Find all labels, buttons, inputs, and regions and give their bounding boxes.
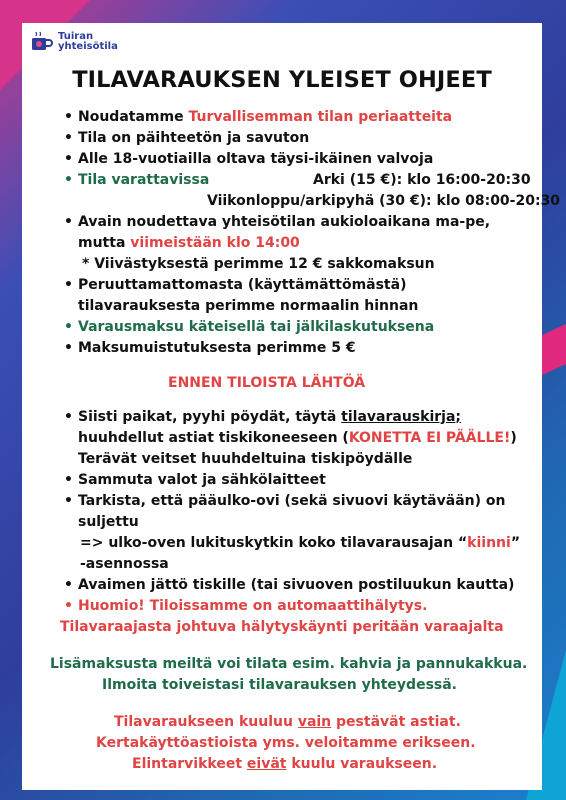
departure-doors-cont: suljettu xyxy=(78,514,139,530)
footer-emphasis: vain xyxy=(297,714,332,730)
departure-doors: • Tarkista, että pääulko-ovi (sekä sivuovi käytävään) on xyxy=(78,492,505,510)
mug-logo-icon xyxy=(30,31,54,53)
footer-text: pestävät astiat. xyxy=(331,714,461,730)
rule-text: ) xyxy=(510,430,517,446)
departure-knives: Terävät veitset huuhdeltuina tiskipöydälle xyxy=(78,451,413,467)
alarm-warning: • Huomio! Tiloissamme on automaattihälytys. xyxy=(78,597,427,615)
footer-text: Tilavaraukseen kuuluu xyxy=(114,714,298,730)
rule-text: huuhdellut astiat tiskikoneeseen ( xyxy=(78,430,349,446)
section-heading: ENNEN TILOISTA LÄHTÖÄ xyxy=(168,375,366,391)
logo-line2: yhteisötila xyxy=(58,41,118,52)
rule-safer-space xyxy=(78,108,452,126)
footer-emphasis: eivät xyxy=(246,756,287,772)
safer-space-link[interactable]: Turvallisemman tilan periaatteita xyxy=(188,109,453,125)
rule-cancellation: • Peruuttamattomasta (käyttämättömästä) xyxy=(78,276,406,294)
rule-key-deadline xyxy=(78,234,300,252)
departure-clean xyxy=(78,408,461,426)
rule-key-pickup: • Avain noudettava yhteisötilan aukioloaikana ma-pe, xyxy=(78,213,490,231)
footer-disposables: Kertakäyttöastioista yms. veloitamme erikseen. xyxy=(96,735,476,751)
locked-highlight: kiinni xyxy=(467,535,511,551)
footer-text: Elintarvikkeet xyxy=(132,756,247,772)
departure-lock-position: -asennossa xyxy=(80,556,169,572)
footer-food xyxy=(132,755,437,773)
machine-warning: KONETTA EI PÄÄLLE! xyxy=(348,430,511,446)
departure-lock-switch xyxy=(80,534,520,552)
availability-weekend: Viikonloppu/arkipyhä (30 €): klo 08:00-20:30 xyxy=(207,193,561,209)
departure-key-return: • Avaimen jättö tiskille (tai sivuoven postiluukun kautta) xyxy=(78,576,514,594)
logo-line1: Tuiran xyxy=(58,31,94,42)
availability-weekday: Arki (15 €): klo 16:00-20:30 xyxy=(313,172,531,188)
late-fee-note: * Viivästyksestä perimme 12 € sakkomaksun xyxy=(82,256,435,272)
departure-dishes xyxy=(78,429,517,447)
footer-text: kuulu varaukseen. xyxy=(286,756,438,772)
alarm-fee-note: Tilavaraajasta johtuva hälytyskäynti peritään varaajalta xyxy=(60,619,504,635)
rule-supervision: • Alle 18-vuotiailla oltava täysi-ikäinen valvoja xyxy=(78,150,433,168)
rule-text: ; xyxy=(455,409,462,425)
rule-text: => ulko-oven lukituskytkin koko tilavarausajan “ xyxy=(80,535,468,551)
decorative-pink-stripe xyxy=(540,324,566,376)
extra-services-note: Ilmoita toiveistasi tilavarauksen yhteydessä. xyxy=(102,677,457,693)
rule-text: mutta xyxy=(78,235,131,251)
reservation-book-link[interactable]: tilavarauskirja xyxy=(341,409,456,425)
page-title: TILAVARAUKSEN YLEISET OHJEET xyxy=(72,67,492,93)
rule-reminder-fee: • Maksumuistutuksesta perimme 5 € xyxy=(78,339,356,357)
rule-cancellation-cont: tilavarauksesta perimme normaalin hinnan xyxy=(78,298,419,314)
rule-payment: • Varausmaksu käteisellä tai jälkilaskutuksena xyxy=(78,318,434,336)
rule-availability-label: • Tila varattavissa xyxy=(78,171,209,189)
rule-text: Siisti paikat, pyyhi pöydät, täytä xyxy=(78,409,342,425)
rule-text: ” xyxy=(510,535,521,551)
footer-dishes xyxy=(114,713,461,731)
deadline-highlight: viimeistään klo 14:00 xyxy=(130,235,300,251)
logo xyxy=(30,31,118,53)
rule-text: Noudatamme xyxy=(78,109,189,125)
extra-services: Lisämaksusta meiltä voi tilata esim. kahvia ja pannukakkua. xyxy=(50,656,528,672)
rule-substance-free: • Tila on päihteetön ja savuton xyxy=(78,129,309,147)
departure-lights: • Sammuta valot ja sähkölaitteet xyxy=(78,471,326,489)
poster-card xyxy=(22,23,561,790)
